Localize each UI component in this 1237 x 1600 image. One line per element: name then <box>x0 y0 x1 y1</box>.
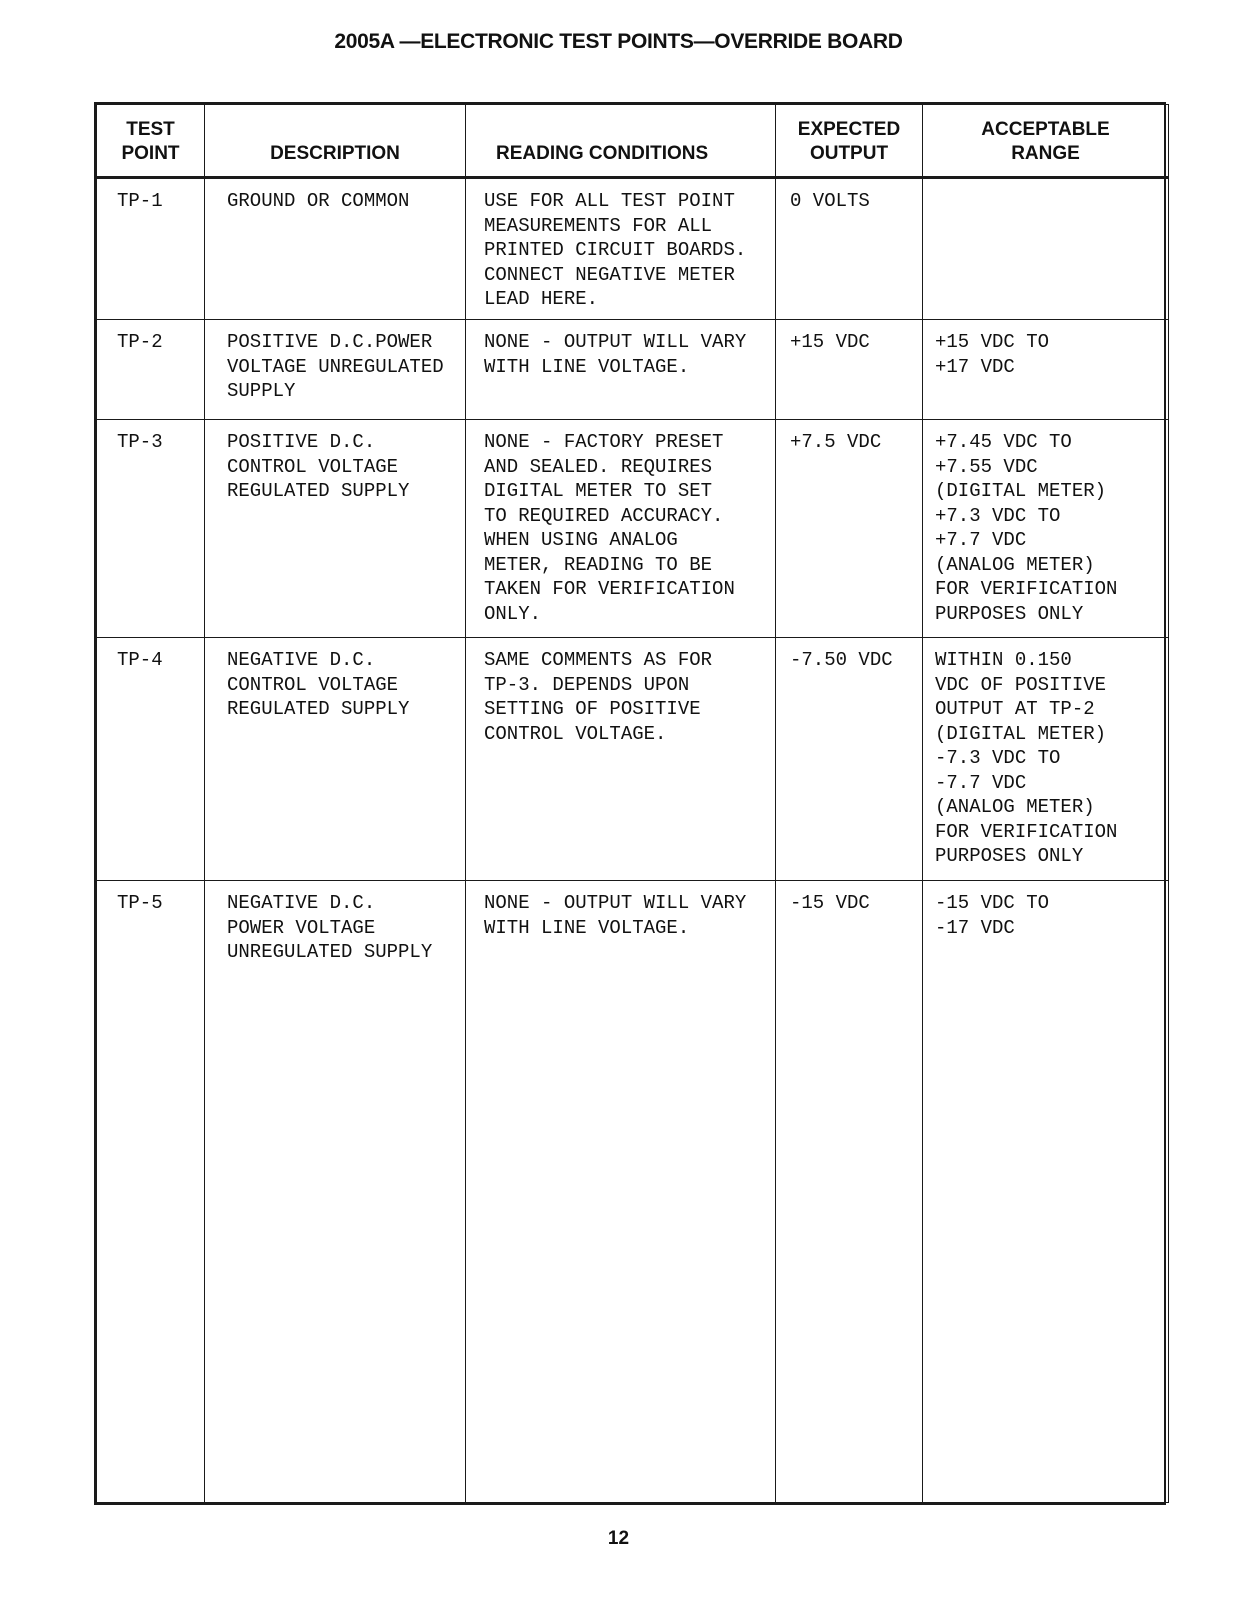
table-row <box>97 320 1169 420</box>
cell-expected-output: 0 VOLTS <box>776 178 923 320</box>
cell-expected-output: -15 VDC <box>776 881 923 1503</box>
cell-acceptable-range: +15 VDC TO +17 VDC <box>923 320 1169 420</box>
cell-description: POSITIVE D.C. CONTROL VOLTAGE REGULATED SUPPLY <box>205 420 466 638</box>
header-description: DESCRIPTION <box>205 105 466 178</box>
header-expected-output: EXPECTED OUTPUT <box>776 105 923 178</box>
cell-description: POSITIVE D.C.POWER VOLTAGE UNREGULATED SUPPLY <box>205 320 466 420</box>
test-points-table <box>96 104 1169 1503</box>
cell-description: GROUND OR COMMON <box>205 178 466 320</box>
cell-acceptable-range: -15 VDC TO -17 VDC <box>923 881 1169 1503</box>
table-row <box>97 178 1169 320</box>
header-acceptable-range: ACCEPTABLE RANGE <box>923 105 1169 178</box>
cell-expected-output: +7.5 VDC <box>776 420 923 638</box>
cell-reading-conditions: USE FOR ALL TEST POINT MEASUREMENTS FOR ALL PRINTED CIRCUIT BOARDS. CONNECT NEGATIVE METER LEAD HERE. <box>466 178 776 320</box>
cell-test-point: TP-2 <box>97 320 205 420</box>
cell-reading-conditions: NONE - OUTPUT WILL VARY WITH LINE VOLTAGE. <box>466 320 776 420</box>
cell-description: NEGATIVE D.C. CONTROL VOLTAGE REGULATED SUPPLY <box>205 638 466 881</box>
cell-acceptable-range: WITHIN 0.150 VDC OF POSITIVE OUTPUT AT TP-2 (DIGITAL METER) -7.3 VDC TO -7.7 VDC (ANALOG METER) FOR VERIFICATION PURPOSES ONLY <box>923 638 1169 881</box>
page-title: 2005A —ELECTRONIC TEST POINTS—OVERRIDE BOARD <box>334 30 903 53</box>
cell-test-point: TP-1 <box>97 178 205 320</box>
cell-reading-conditions: NONE - OUTPUT WILL VARY WITH LINE VOLTAGE. <box>466 881 776 1503</box>
header-reading-conditions: READING CONDITIONS <box>466 105 776 178</box>
cell-expected-output: +15 VDC <box>776 320 923 420</box>
cell-reading-conditions: NONE - FACTORY PRESET AND SEALED. REQUIRES DIGITAL METER TO SET TO REQUIRED ACCURACY. WHEN USING ANALOG METER, READING TO BE TAKEN FOR VERIFICATION ONLY. <box>466 420 776 638</box>
header-test-point: TEST POINT <box>97 105 205 178</box>
cell-acceptable-range <box>923 178 1169 320</box>
cell-description: NEGATIVE D.C. POWER VOLTAGE UNREGULATED SUPPLY <box>205 881 466 1503</box>
header-row <box>97 105 1169 178</box>
cell-acceptable-range: +7.45 VDC TO +7.55 VDC (DIGITAL METER) +7.3 VDC TO +7.7 VDC (ANALOG METER) FOR VERIFICATION PURPOSES ONLY <box>923 420 1169 638</box>
cell-test-point: TP-4 <box>97 638 205 881</box>
page-number: 12 <box>607 1528 630 1549</box>
cell-reading-conditions: SAME COMMENTS AS FOR TP-3. DEPENDS UPON SETTING OF POSITIVE CONTROL VOLTAGE. <box>466 638 776 881</box>
table-row <box>97 420 1169 638</box>
cell-test-point: TP-5 <box>97 881 205 1503</box>
table-row <box>97 638 1169 881</box>
cell-expected-output: -7.50 VDC <box>776 638 923 881</box>
test-points-table-frame <box>94 102 1166 1505</box>
cell-test-point: TP-3 <box>97 420 205 638</box>
table-row <box>97 881 1169 1503</box>
